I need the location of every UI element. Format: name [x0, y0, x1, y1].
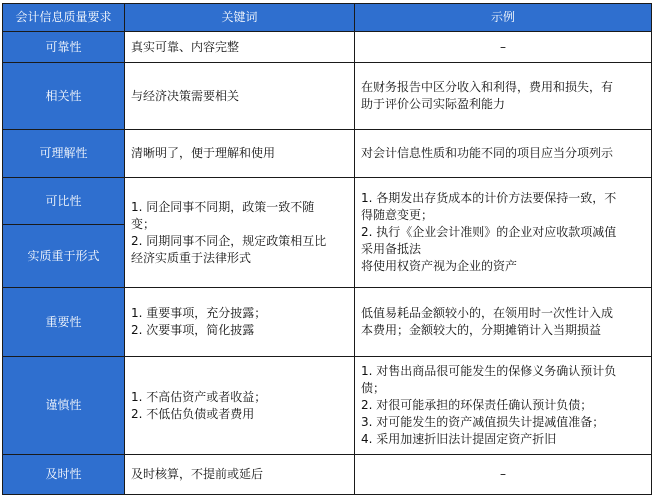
keyword-cell: [125, 130, 355, 178]
requirement-cell: 可比性: [3, 178, 125, 225]
keyword-line: 2. 不低估负债或者费用: [131, 406, 255, 421]
example-line: 助于评价公司实际盈利能力: [361, 97, 506, 111]
keyword-line: 清晰明了，便于理解和使用: [131, 146, 276, 160]
table-row: [3, 455, 652, 495]
example-line: 4. 采用加速折旧法计提固定资产折旧: [361, 432, 557, 446]
keyword-line: 变；: [131, 216, 156, 231]
requirement-cell: 相关性: [3, 63, 125, 130]
keyword-cell: [125, 63, 355, 130]
keyword-line: 与经济决策需要相关: [131, 88, 240, 103]
table-row: [3, 32, 652, 63]
example-cell: [355, 130, 652, 178]
example-line: 1. 对售出商品很可能发生的保修义务确认预计负: [361, 364, 617, 378]
requirement-cell: 谨慎性: [3, 357, 125, 455]
accounting-quality-table: [2, 3, 652, 495]
header-requirement: 会计信息质量要求: [3, 4, 125, 32]
requirement-cell: 可理解性: [3, 130, 125, 178]
keyword-cell: [125, 455, 355, 495]
example-line: 在财务报告中区分收入和利得，费用和损失，有: [361, 80, 614, 94]
keyword-line: 1. 重要事项，充分披露；: [131, 306, 267, 320]
table-row: [3, 288, 652, 357]
header-row: [3, 4, 652, 32]
example-line: 3. 对可能发生的资产减值损失计提减值准备；: [361, 415, 605, 429]
keyword-line: 1. 同企同事不同期，政策一致不随: [131, 199, 315, 214]
requirement-cell: 可靠性: [3, 32, 125, 63]
requirement-cell: 重要性: [3, 288, 125, 357]
header-keywords: 关键词: [125, 4, 355, 32]
example-cell: [355, 455, 652, 495]
keyword-cell: [125, 288, 355, 357]
header-examples: 示例: [355, 4, 652, 32]
table-row: [3, 357, 652, 455]
example-line: –: [500, 39, 506, 54]
example-cell: [355, 32, 652, 63]
example-line: –: [500, 467, 506, 481]
keyword-line: 经济实质重于法律形式: [131, 250, 252, 265]
keyword-cell: [125, 32, 355, 63]
example-cell: [355, 357, 652, 455]
example-cell: [355, 288, 652, 357]
example-line: 2. 对很可能承担的环保责任确认预计负债；: [361, 398, 593, 412]
example-line: 对会计信息性质和功能不同的项目应当分项列示: [361, 146, 614, 160]
requirement-cell: 及时性: [3, 455, 125, 495]
example-line: 低值易耗品金额较小的，在领用时一次性计入成: [361, 306, 614, 320]
example-line: 2. 执行《企业会计准则》的企业对应收款项减值: [361, 225, 617, 239]
example-line: 得随意变更；: [361, 208, 434, 222]
example-line: 债；: [361, 381, 386, 395]
keyword-cell-merged: [125, 178, 355, 288]
keyword-line: 真实可靠、内容完整: [131, 39, 240, 54]
example-line: 1. 各期发出存货成本的计价方法要保持一致，不: [361, 191, 617, 205]
keyword-line: 及时核算，不提前或延后: [131, 467, 264, 481]
keyword-line: 1. 不高估资产或者收益；: [131, 389, 267, 404]
example-line: 采用备抵法: [361, 242, 422, 256]
example-cell: [355, 63, 652, 130]
example-cell-merged: [355, 178, 652, 288]
table-row: [3, 63, 652, 130]
table-row: [3, 130, 652, 178]
requirement-cell: 实质重于形式: [3, 225, 125, 288]
keyword-line: 2. 次要事项，简化披露: [131, 323, 255, 337]
table-row: [3, 178, 652, 225]
keyword-line: 2. 同期同事不同企，规定政策相互比: [131, 233, 327, 248]
example-line: 本费用；金额较大的，分期摊销计入当期损益: [361, 323, 602, 337]
keyword-cell: [125, 357, 355, 455]
example-line: 将使用权资产视为企业的资产: [361, 259, 518, 273]
